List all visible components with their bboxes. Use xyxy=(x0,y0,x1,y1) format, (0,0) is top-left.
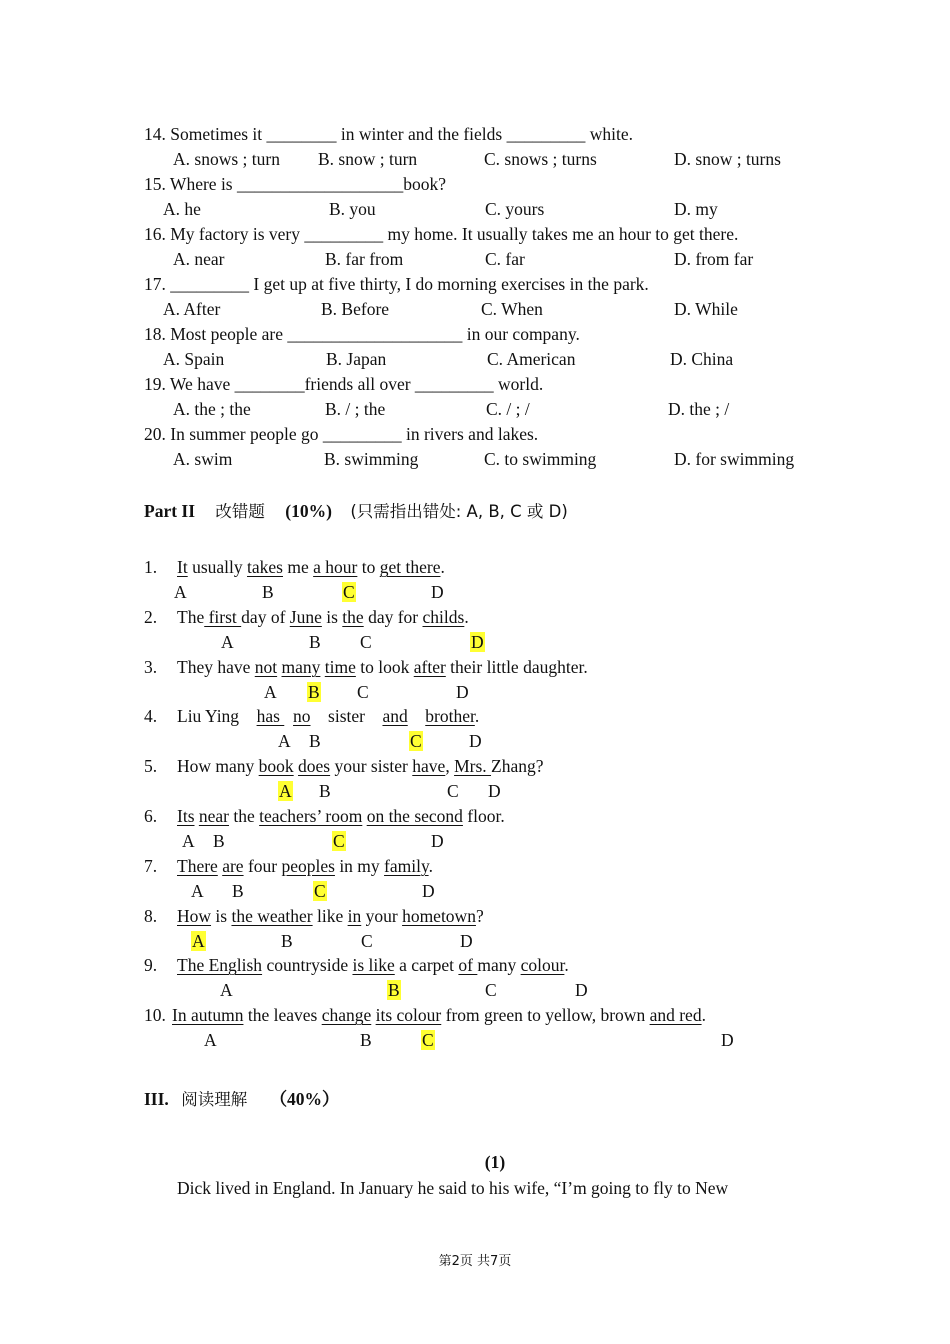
question-option: A. Spain xyxy=(163,349,225,369)
choice-letter-slot xyxy=(469,730,482,752)
choice-letter-slot xyxy=(431,581,444,603)
answer-letter-highlighted: D xyxy=(471,632,484,652)
choice-letter: B xyxy=(309,731,321,751)
underlined-segment: first xyxy=(204,607,242,627)
text-segment: from green to yellow, brown xyxy=(441,1005,650,1025)
item-number: 8. xyxy=(144,906,158,926)
text-segment: the leaves xyxy=(243,1005,322,1025)
question-option: B. swimming xyxy=(324,449,419,469)
choice-letter: C xyxy=(357,682,369,702)
text-segment: in my xyxy=(334,856,385,876)
choice-letter-slot xyxy=(313,880,327,902)
text-segment: a carpet xyxy=(394,955,459,975)
answer-letter-highlighted: A xyxy=(279,781,292,801)
underlined-segment: takes xyxy=(247,557,283,577)
choice-letter-slot xyxy=(309,730,321,752)
text-segment: many xyxy=(477,955,521,975)
choice-letter: B xyxy=(281,931,293,951)
choice-letter-slot xyxy=(278,780,293,802)
underlined-segment: It xyxy=(177,557,188,577)
question-option: B. you xyxy=(329,199,376,219)
choice-letter-slot xyxy=(191,880,204,902)
item-number: 1. xyxy=(144,557,158,577)
text-segment: like xyxy=(312,906,348,926)
text-segment: . xyxy=(440,557,445,577)
question-option: C. yours xyxy=(485,199,545,219)
underlined-segment: in xyxy=(347,906,362,926)
question-option: B. Before xyxy=(321,299,390,319)
choice-letter-slot xyxy=(264,681,277,703)
item-sentence xyxy=(172,1004,706,1026)
underlined-segment: childs xyxy=(422,607,465,627)
item-number: 9. xyxy=(144,955,158,975)
text-segment xyxy=(408,706,426,726)
question-option: C. / ; / xyxy=(486,399,530,419)
part3-heading xyxy=(144,1088,340,1111)
answer-letter-highlighted: C xyxy=(343,582,355,602)
choice-letter: B xyxy=(360,1030,372,1050)
question-stem: 16. My factory is very _________ my home. It usually takes me an hour to get there. xyxy=(144,224,739,244)
item-number: 7. xyxy=(144,856,158,876)
part2-label: Part II xyxy=(144,501,196,521)
text-segment: . xyxy=(474,706,480,726)
question-option: C. to swimming xyxy=(484,449,597,469)
choice-letter: B xyxy=(262,582,274,602)
choice-letter-slot xyxy=(488,780,501,802)
text-segment: your xyxy=(361,906,403,926)
choice-letter: D xyxy=(469,731,482,751)
underlined-segment: and red xyxy=(649,1005,702,1025)
question-option: D. the ; / xyxy=(668,399,730,419)
item-number: 2. xyxy=(144,607,158,627)
text-segment: The xyxy=(177,607,205,627)
underlined-segment: and xyxy=(382,706,408,726)
underlined-segment: a hour xyxy=(313,557,358,577)
part2-title: 改错题 xyxy=(215,502,265,521)
underlined-segment: near xyxy=(198,806,229,826)
item-sentence xyxy=(177,656,588,678)
text-segment: They have xyxy=(177,657,255,677)
choice-letter: D xyxy=(460,931,473,951)
choice-letter: D xyxy=(422,881,435,901)
question-option: D. my xyxy=(674,199,718,219)
part3-label: III. xyxy=(144,1089,169,1109)
question-option: A. the ; the xyxy=(173,399,251,419)
underlined-segment: after xyxy=(413,657,446,677)
choice-letter: C xyxy=(485,980,497,1000)
choice-letter-slot xyxy=(319,780,331,802)
choice-letter-slot xyxy=(182,830,195,852)
text-segment: ? xyxy=(475,906,484,926)
choice-letter: D xyxy=(456,682,469,702)
choice-letter: D xyxy=(721,1030,734,1050)
choice-letter: D xyxy=(488,781,501,801)
underlined-segment: June xyxy=(289,607,322,627)
choice-letter: A xyxy=(204,1030,217,1050)
text-segment: . xyxy=(428,856,433,876)
question-option: D. snow ; turns xyxy=(674,149,781,169)
question-stem: 20. In summer people go _________ in rivers and lakes. xyxy=(144,424,539,444)
choice-letter-slot xyxy=(456,681,469,703)
part3-score: （40%） xyxy=(269,1089,340,1109)
underlined-segment: not xyxy=(254,657,278,677)
part2-score: (10%) xyxy=(285,501,332,521)
answer-letter-highlighted: C xyxy=(333,831,345,851)
text-segment: day of xyxy=(241,607,290,627)
choice-letter: A xyxy=(182,831,195,851)
choice-letter: C xyxy=(361,931,373,951)
answer-letter-highlighted: A xyxy=(192,931,205,951)
text-segment: . xyxy=(464,607,469,627)
question-option: B. Japan xyxy=(326,349,387,369)
page-footer: 第2页 共7页 xyxy=(438,1254,512,1269)
choice-letter: B xyxy=(232,881,244,901)
choice-letter-slot xyxy=(213,830,225,852)
choice-letter-slot xyxy=(485,979,497,1001)
answer-letter-highlighted: B xyxy=(388,980,400,1000)
question-option: D. While xyxy=(674,299,738,319)
question-option: B. snow ; turn xyxy=(318,149,418,169)
text-segment: four xyxy=(243,856,282,876)
underlined-segment: peoples xyxy=(281,856,335,876)
underlined-segment: change xyxy=(321,1005,372,1025)
text-segment: . xyxy=(701,1005,706,1025)
choice-letter: A xyxy=(278,731,291,751)
choice-letter-slot xyxy=(262,581,274,603)
item-sentence xyxy=(177,755,544,777)
choice-letter: D xyxy=(431,582,444,602)
choice-letter: B xyxy=(213,831,225,851)
choice-letter-slot xyxy=(332,830,346,852)
text-segment: the xyxy=(229,806,260,826)
choice-letter-slot xyxy=(409,730,423,752)
choice-letter: B xyxy=(319,781,331,801)
text-segment: is xyxy=(211,906,232,926)
choice-letter-slot xyxy=(309,631,321,653)
text-segment: is xyxy=(321,607,343,627)
question-stem: 18. Most people are ____________________ in our company. xyxy=(144,324,580,344)
underlined-segment: family xyxy=(384,856,429,876)
underlined-segment: Mrs. xyxy=(454,756,492,776)
text-segment: usually xyxy=(187,557,248,577)
answer-letter-highlighted: C xyxy=(422,1030,434,1050)
underlined-segment: no xyxy=(293,706,311,726)
choice-letter-slot xyxy=(221,631,234,653)
choice-letter-slot xyxy=(361,930,373,952)
question-option: A. he xyxy=(163,199,201,219)
choice-letter: A xyxy=(174,582,187,602)
part2-instruction: (只需指出错处: A, B, C 或 D) xyxy=(350,502,568,521)
choice-letter-slot xyxy=(220,979,233,1001)
underlined-segment: does xyxy=(298,756,331,776)
question-stem: 19. We have ________friends all over _________ world. xyxy=(144,374,544,394)
choice-letter-slot xyxy=(342,581,356,603)
question-option: C. far xyxy=(485,249,525,269)
question-option: C. When xyxy=(481,299,543,319)
underlined-segment: hometown xyxy=(402,906,476,926)
underlined-segment: get there xyxy=(379,557,441,577)
text-segment: their little daughter. xyxy=(445,657,588,677)
underlined-segment: have xyxy=(412,756,446,776)
question-option: D. for swimming xyxy=(674,449,795,469)
choice-letter: B xyxy=(309,632,321,652)
choice-letter: C xyxy=(360,632,372,652)
question-option: B. far from xyxy=(325,249,404,269)
question-option: A. After xyxy=(163,299,221,319)
question-option: D. from far xyxy=(674,249,754,269)
item-sentence xyxy=(177,606,469,628)
choice-letter: A xyxy=(264,682,277,702)
underlined-segment: brother xyxy=(425,706,475,726)
item-sentence xyxy=(177,556,445,578)
answer-letter-highlighted: B xyxy=(308,682,320,702)
text-segment: to xyxy=(357,557,380,577)
choice-letter-slot xyxy=(431,830,444,852)
choice-letter-slot xyxy=(360,1029,372,1051)
underlined-segment: Its xyxy=(177,806,195,826)
underlined-segment: colour xyxy=(520,955,565,975)
choice-letter-slot xyxy=(307,681,321,703)
underlined-segment: The English xyxy=(177,955,263,975)
question-stem: 14. Sometimes it ________ in winter and the fields _________ white. xyxy=(144,124,633,144)
item-sentence xyxy=(177,805,505,827)
text-segment: me xyxy=(282,557,314,577)
text-segment: Liu Ying xyxy=(177,706,257,726)
underlined-segment: the xyxy=(342,607,364,627)
text-segment: How many xyxy=(177,756,259,776)
answer-letter-highlighted: C xyxy=(410,731,422,751)
choice-letter-slot xyxy=(360,631,372,653)
choice-letter: A xyxy=(220,980,233,1000)
choice-letter-slot xyxy=(191,930,206,952)
choice-letter: A xyxy=(221,632,234,652)
text-segment: . xyxy=(564,955,569,975)
question-option: A. near xyxy=(173,249,225,269)
underlined-segment: In autumn xyxy=(172,1005,244,1025)
underlined-segment: teachers’ room xyxy=(259,806,363,826)
choice-letter: C xyxy=(447,781,459,801)
underlined-segment: are xyxy=(222,856,244,876)
choice-letter-slot xyxy=(232,880,244,902)
passage-first-line: Dick lived in England. In January he said to his wife, “I’m going to fly to New xyxy=(177,1178,729,1198)
item-sentence xyxy=(177,855,433,877)
choice-letter-slot xyxy=(422,880,435,902)
question-option: A. swim xyxy=(173,449,233,469)
question-option: C. snows ; turns xyxy=(484,149,597,169)
question-option: B. / ; the xyxy=(325,399,386,419)
question-stem: 17. _________ I get up at five thirty, I do morning exercises in the park. xyxy=(144,274,649,294)
answer-letter-highlighted: C xyxy=(314,881,326,901)
choice-letter-slot xyxy=(357,681,369,703)
text-segment: your sister xyxy=(330,756,413,776)
underlined-segment: There xyxy=(177,856,218,876)
underlined-segment: How xyxy=(177,906,212,926)
choice-letter-slot xyxy=(470,631,485,653)
item-number: 6. xyxy=(144,806,158,826)
underlined-segment: many xyxy=(281,657,321,677)
choice-letter-slot xyxy=(575,979,588,1001)
text-segment: sister xyxy=(310,706,383,726)
underlined-segment: on the second xyxy=(366,806,463,826)
underlined-segment: its colour xyxy=(375,1005,442,1025)
underlined-segment: of xyxy=(458,955,478,975)
item-number: 10. xyxy=(144,1005,166,1025)
item-number: 3. xyxy=(144,657,158,677)
underlined-segment: has xyxy=(256,706,285,726)
part2-heading xyxy=(144,500,568,523)
text-segment: to look xyxy=(355,657,414,677)
text-segment: Zhang? xyxy=(491,756,544,776)
question-stem: 15. Where is ___________________book? xyxy=(144,174,447,194)
choice-letter: D xyxy=(431,831,444,851)
choice-letter-slot xyxy=(174,581,187,603)
text-segment: floor. xyxy=(462,806,505,826)
question-option: D. China xyxy=(670,349,734,369)
choice-letter-slot xyxy=(204,1029,217,1051)
item-number: 5. xyxy=(144,756,158,776)
part3-title: 阅读理解 xyxy=(181,1090,248,1109)
choice-letter-slot xyxy=(281,930,293,952)
choice-letter-slot xyxy=(721,1029,734,1051)
item-sentence xyxy=(177,954,569,976)
passage-number: (1) xyxy=(484,1152,506,1172)
underlined-segment: the weather xyxy=(231,906,313,926)
choice-letter-slot xyxy=(387,979,401,1001)
underlined-segment: time xyxy=(324,657,356,677)
choice-letter: D xyxy=(575,980,588,1000)
text-segment: , xyxy=(445,756,455,776)
choice-letter-slot xyxy=(278,730,291,752)
item-sentence xyxy=(177,905,484,927)
underlined-segment: book xyxy=(258,756,294,776)
text-segment: day for xyxy=(363,607,423,627)
choice-letter-slot xyxy=(447,780,459,802)
choice-letter: A xyxy=(191,881,204,901)
choice-letter-slot xyxy=(460,930,473,952)
choice-letter-slot xyxy=(421,1029,435,1051)
text-segment: countryside xyxy=(262,955,353,975)
question-option: C. American xyxy=(487,349,576,369)
item-sentence xyxy=(177,705,479,727)
question-option: A. snows ; turn xyxy=(173,149,280,169)
underlined-segment: is like xyxy=(352,955,395,975)
text-segment xyxy=(284,706,293,726)
item-number: 4. xyxy=(144,706,158,726)
